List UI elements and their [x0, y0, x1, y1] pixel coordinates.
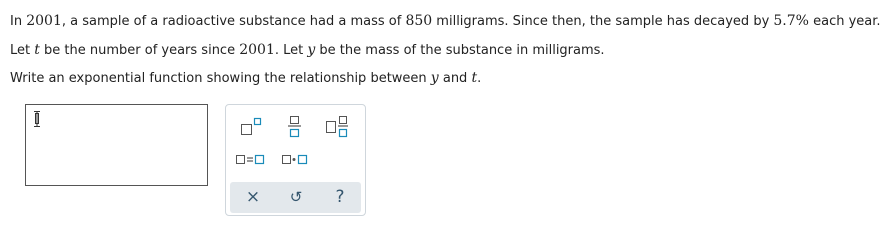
palette-action-bar	[230, 182, 361, 213]
variable-t: t	[34, 42, 40, 58]
problem-text: Let	[10, 43, 35, 58]
variable-t: t	[471, 70, 478, 86]
superscript-button[interactable]	[239, 115, 265, 137]
problem-text: milligrams. Since then, the sample has decayed by	[432, 14, 774, 29]
mixed-number-button[interactable]	[324, 113, 352, 139]
equals-icon	[234, 151, 268, 169]
problem-text: each year.	[808, 14, 881, 29]
math-palette	[225, 104, 366, 216]
multiply-dot-icon	[280, 151, 310, 169]
mixed-number-icon	[324, 113, 352, 139]
equals-button[interactable]	[234, 151, 268, 169]
problem-line-2	[10, 42, 605, 59]
undo-button[interactable]	[276, 182, 316, 213]
fraction-icon	[285, 113, 305, 139]
decay-rate: 5.7%	[773, 13, 809, 29]
help-icon: ?	[335, 187, 345, 207]
fraction-button[interactable]	[285, 113, 305, 139]
multiply-dot-button[interactable]	[280, 151, 310, 169]
variable-y: y	[307, 42, 316, 58]
text-cursor-icon	[33, 111, 41, 127]
problem-line-3	[10, 70, 481, 87]
variable-y: y	[430, 70, 439, 86]
clear-icon: ×	[245, 187, 261, 207]
undo-icon: ↺	[289, 188, 303, 206]
initial-mass: 850	[405, 13, 433, 29]
problem-text: Write an exponential function showing the relationship between	[10, 71, 431, 86]
start-year: 2001	[26, 13, 62, 29]
problem-text: In	[10, 14, 27, 29]
problem-text: , a sample of a radioactive substance had a mass of	[61, 14, 406, 29]
superscript-icon	[239, 115, 265, 137]
problem-text: be the number of years since	[39, 43, 240, 58]
problem-text: and	[438, 71, 472, 86]
answer-input[interactable]	[25, 104, 208, 186]
problem-text: .	[477, 71, 482, 86]
help-button[interactable]	[320, 182, 360, 213]
problem-text: be the mass of the substance in milligrams.	[315, 43, 605, 58]
problem-text: . Let	[274, 43, 308, 58]
problem-line-1	[10, 13, 881, 30]
start-year: 2001	[239, 42, 275, 58]
clear-button[interactable]	[233, 182, 273, 213]
